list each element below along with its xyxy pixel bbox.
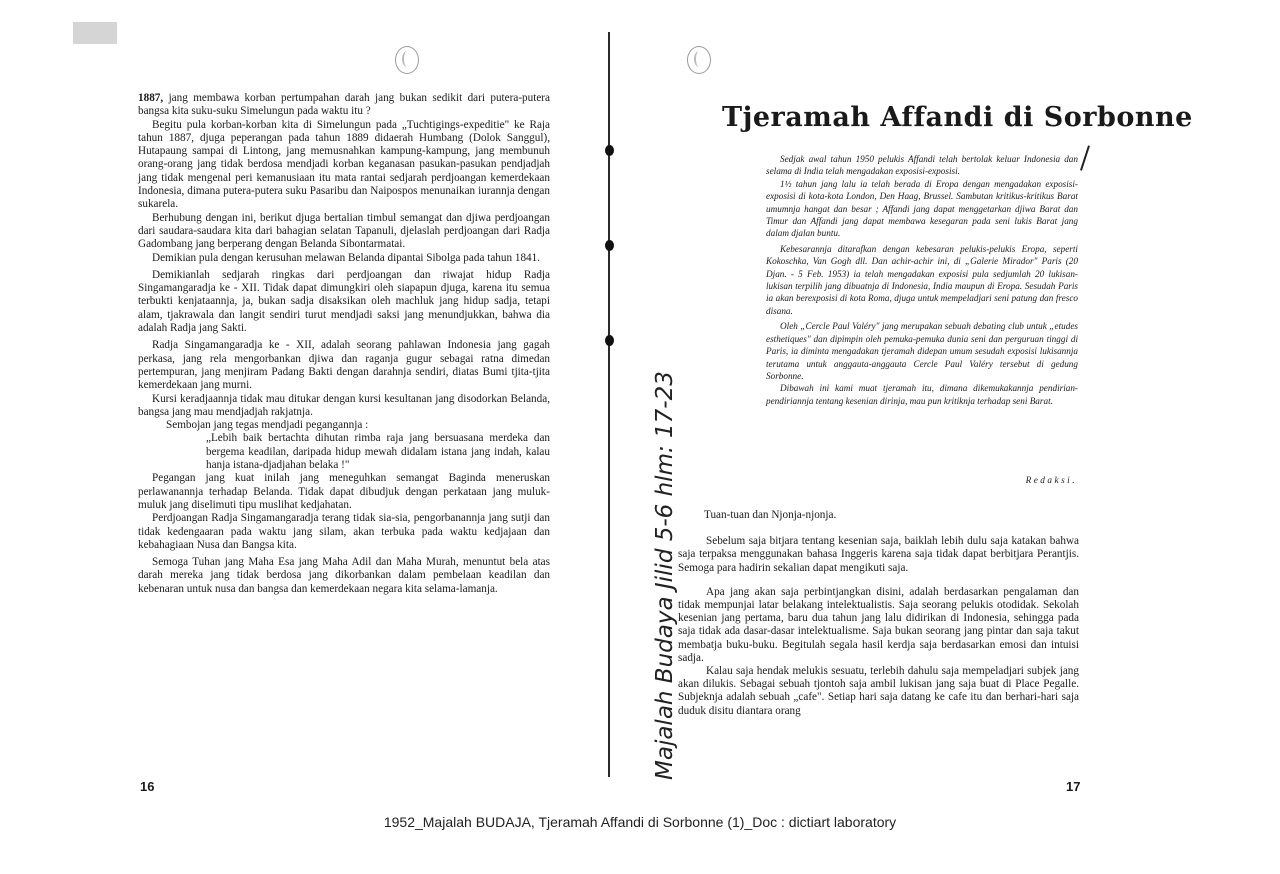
paragraph-text: jang membawa korban pertumpahan darah jang bukan sedikit dari putera-putera bangsa kita suku-suku Simelungun pada waktu itu ? [138, 92, 550, 118]
pre-quote: Sembojan jang tegas mendjadi pegangannja : [166, 419, 369, 432]
right-page-body [678, 509, 1079, 718]
motto-quote: „Lebih baik bertachta dihutan rimba raja jang bersuasana merdeka dan bergema keadilan, daripada hidup mewah didalam istana jang indah, kalau hanja istana-djadjahan belaka !" [206, 432, 550, 472]
greeting: Tuan-tuan dan Njonja-njonja. [704, 509, 837, 521]
pen-mark [1080, 145, 1089, 170]
spine-dot [605, 145, 614, 156]
paragraph: Sebelum saja bitjara tentang kesenian saja, baiklah lebih dulu saja katakan bahwa saja terpaksa menggunakan bahasa Inggeris karena saja tidak dapat berbitjara Perantjis. Semoga para hadirin sekalian dapat mengikuti saja. [678, 535, 1079, 574]
intro-paragraph: Dibawah ini kami muat tjeramah itu, dimana dikemukakannja pendirian-pendiriannja tentang kesenian dirinja, mau pun kritiknja terhadap seni Barat. [766, 383, 1078, 406]
year-bold: 1887, [138, 92, 164, 104]
paragraph: Perdjoangan Radja Singamangaradja terang tidak sia-sia, pengorbanannja jang sutji dan tidak kedengaaran pada waktu jang silam, akan terbuka pada waktu kedjajaan dan kebahagiaan Nusa dan Bangsa kita. [138, 512, 550, 551]
spine-dot [605, 240, 614, 251]
page-number-right: 17 [1066, 779, 1081, 794]
margin-note-text: Majalah Budaya Jilid 5-6 hlm: 17-23 [652, 371, 678, 780]
paragraph: Pegangan jang kuat inilah jang meneguhkan semangat Baginda meneruskan perlawanannja terhadap Belanda. Tidak dapat dibudjuk dengan perkataan jang muluk-muluk jang diselimuti tipu muslihat kedjahatan. [138, 472, 550, 511]
binding-hole-icon [687, 46, 711, 74]
binding-hole-icon [395, 46, 419, 74]
intro-paragraph: Oleh „Cercle Paul Valéry" jang merupakan sebuah debating club untuk „etudes esthetiques" dan dipimpin oleh pemuka-pemuka dunia seni dan perguruan tinggi di Paris, ia diminta mengadakan tjeramah didepan umum sesudah exposisi lukisannja terutama untuk anggauta-anggauta Cercle Paul Valéry tersebut di gedung Sorbonne. [766, 321, 1078, 381]
handwritten-margin-note [612, 371, 678, 780]
paragraph: Kursi keradjaannja tidak mau ditukar dengan kursi kesultanan jang disodorkan Belanda, bangsa jang mau mendjadjah rakjatnja. [138, 392, 550, 418]
paragraph: Berhubung dengan ini, berikut djuga bertalian timbul semangat dan djiwa perdjoangan dari saudara-saudara kita dari bahagian selatan Tapanuli, djelaslah perdjoangan dari Radja Gadombang jang berperang dengan Belanda Sibontarmatai. [138, 211, 550, 251]
editor-signature: Redaksi. [1025, 475, 1077, 485]
paragraph: Demikian pula dengan kerusuhan melawan Belanda dipantai Sibolga pada tahun 1841. [152, 251, 541, 264]
intro-paragraph: 1½ tahun jang lalu ia telah berada di Eropa dengan mengadakan exposisi-exposisi di kota-kota London, Den Haag, Brussel. Sambutan kritikus-kritikus Barat umumnja hangat dan besar ; Affandi jang dapat menggetarkan djiwa Barat dan Timur dan Affandi jang dapat membawa kesegaran pada seni lukis Barat jang dalam djalan buntu. [766, 178, 1078, 239]
article-title: Tjeramah Affandi di Sorbonne [722, 102, 1193, 133]
paragraph: Demikianlah sedjarah ringkas dari perdjoangan dan riwajat hidup Radja Singamangaradja ke - XII. Tidak dapat dimungkiri oleh siapapun djuga, karena itu semua terbukti kenjataannja, ja, bukan sadja disaksikan oleh machluk jang hidup sadja, tetapi alam, tjakrawala dan langit sendiri turut mendjadi saksi jang menundjukkan, bahwa dia adalah Radja jang Sakti. [138, 268, 550, 335]
paragraph: Begitu pula korban-korban kita di Simelungun pada „Tuchtigings-expeditie" ke Raja tahun 1887, djuga peperangan pada tahun 1889 didaerah Humbang (Dolok Sanggul), Hutapaung sampai di Lintong, jang memusnahkan kampung-kampung, jang membunuh orang-orang jang tidak berdosa mendjadi korban keganasan pasukan-pasukan pendjadjah jang tidak mengenal peri kemanusiaan itu mata rantai sedjarah perdjoangan kemerdekaan Indonesia, dimana putera-putera suku Pasaribu dan Naipospos menunaikan iurannja dengan sukarela. [138, 118, 550, 211]
paragraph: Apa jang akan saja perbintjangkan disini, adalah berdasarkan pengalaman dan tidak mempunjai latar belakang intelektualistis. Saja seorang pelukis otodidak. Sekolah kesenian jang pertama, baru dua tahun jang lalu didirikan di Indonesia, sehingga pada saja tidak ada dasar-dasar intelektualisme. Saja bukan seorang jang pintar dan saja takut membatja buku-buku. Begitulah segala hasil kerdja saja berdasarkan emosi dan intuisi sadja. [678, 585, 1079, 664]
paragraph: Kalau saja hendak melukis sesuatu, terlebih dahulu saja mempeladjari subjek jang akan dilukis. Sebagai sebuah tjontoh saja ambil lukisan jang saja buat di Place Pegalle. Subjeknja adalah sebuah „cafe". Setiap hari saja datang ke cafe itu dan berhari-hari saja duduk disitu diantara orang [678, 665, 1079, 717]
paragraph: Radja Singamangaradja ke - XII, adalah seorang pahlawan Indonesia jang gagah perkasa, jang rela mengorbankan djiwa dan raganja gugur sebagai ratna dimedan pertempuran, jang menjiram Padang Bakti dengan darahnja sendiri, diatas Bumi tjita-tjita kemerdekaan jang murni. [138, 339, 550, 392]
scan-corner-mark [73, 22, 117, 44]
paragraph: Semoga Tuhan jang Maha Esa jang Maha Adil dan Maha Murah, menuntut bela atas darah mereka jang tidak berdosa jang dikorbankan dalam pembelaan keadilan dan kebenaran untuk nusa dan bangsa dan kemerdekaan negara kita selama-lamanja. [138, 556, 550, 595]
image-caption: 1952_Majalah BUDAJA, Tjeramah Affandi di Sorbonne (1)_Doc : dictiart laboratory [383, 814, 897, 830]
editor-intro [766, 153, 1078, 407]
intro-paragraph: Sedjak awal tahun 1950 pelukis Affandi telah bertolak keluar Indonesia dan selama di India telah mengadakan exposisi-exposisi. [766, 154, 1078, 177]
spine-dot [605, 335, 614, 346]
page-number-left: 16 [140, 779, 155, 794]
paragraph [138, 92, 550, 119]
left-page [138, 92, 550, 596]
page-spine [608, 32, 610, 777]
intro-paragraph: Kebesarannja ditarafkan dengan kebesaran pelukis-pelukis Eropa, seperti Kokoschka, Van Gogh dll. Dan achir-achir ini, di „Galerie Mirador" Paris (20 Djan. - 5 Feb. 1953) ia telah mengadakan exposisi pula sedjumlah 20 lukisan-lukisan terpilih jang dibuatnja di Indonesia, India maupun di Eropa. Sesudah Paris ia akan berexposisi di kota Roma, djuga untuk mempeladjari seni patung dan fresco disana. [766, 243, 1078, 316]
